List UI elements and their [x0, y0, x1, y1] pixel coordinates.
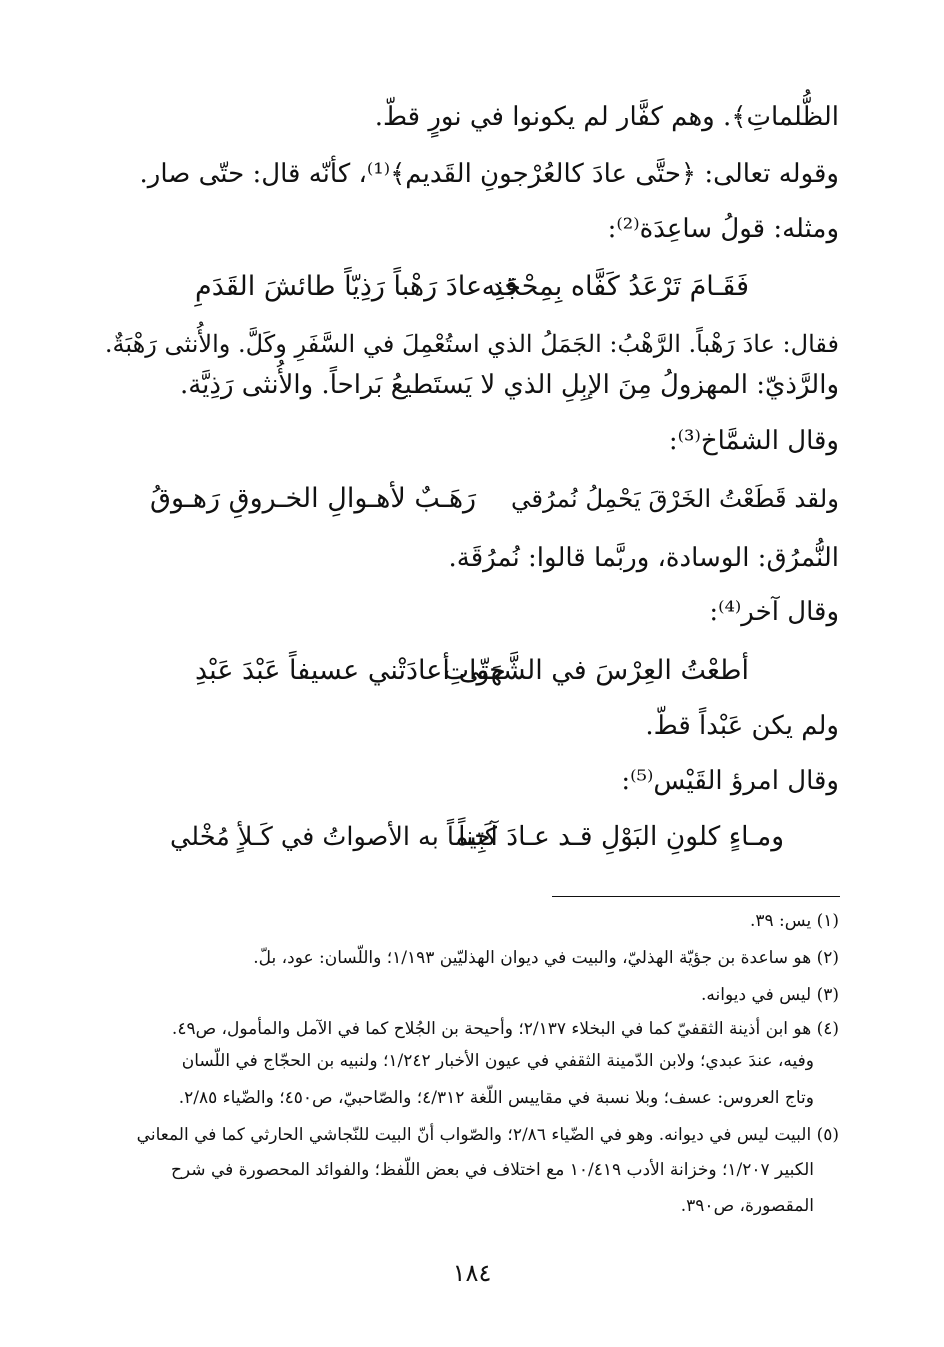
- verse-1-second-hemistich: قد عادَ رَهْباً رَذِيّاً طائشَ القَدَمِ: [195, 271, 518, 302]
- verse-3-second-hemistich: حتّى أعادَتْني عسيفاً عَبْدَ عَبْدِ: [195, 655, 506, 686]
- verse-2-second-hemistich: رَهَـبٌ لأهـوالِ الخـروقِ رَهـوقُ: [150, 483, 477, 514]
- page-number: ١٨٤: [452, 1259, 492, 1287]
- verse-4-first-hemistich: ومـاءٍ كلونِ البَوْلِ قـد عـادَ آجِناً: [458, 821, 784, 852]
- text-line-5: والرَّذيّ: المهزولُ مِنَ الإبِلِ الذي لا يَستَطيعُ بَراحاً. والأُنثى رَذِيَّة.: [179, 370, 839, 400]
- text-line-4: فقال: عادَ رَهْباً. الرَّهْبُ: الجَمَلُ الذي استُعْمِلَ في السَّفَرِ وكَلَّ. والأُنثى رَهْبَةٌ.: [104, 330, 839, 358]
- verse-1-first-hemistich: فَقَـامَ تَرْعَدُ كَفَّاه بِمِحْجَنِه: [481, 271, 749, 302]
- footnote-5-cont-1: الكبير ١/٢٠٧؛ وخزانة الأدب ١٠/٤١٩ مع اختلاف في بعض اللّفظ؛ والفوائد المحصورة في شرح: [170, 1160, 814, 1180]
- footnote-3: (٣) ليس في ديوانه.: [701, 985, 839, 1005]
- text-line-6: وقال الشمَّاخ⁽³⁾:: [668, 426, 839, 456]
- text-line-2: وقوله تعالى: ﴿حتَّى عادَ كالعُرْجونِ القَديم﴾⁽¹⁾، كأنّه قال: حتّى صار.: [139, 159, 839, 189]
- verse-3-first-hemistich: أطعْتُ العِرْسَ في الشَّهَواتِ: [443, 655, 749, 686]
- footnote-5: (٥) البيت ليس في ديوانه. وهو في الضّياء ٢/٨٦؛ والصّواب أنّ البيت للنّجاشي الحارثي كما في المعاني: [136, 1125, 839, 1145]
- verse-2-first-hemistich: ولقد قَطَعْتُ الخَرْقَ يَحْمِلُ نُمرُقي: [511, 484, 839, 513]
- text-line-1: الظُّلماتِ﴾. وهم كفَّار لم يكونوا في نورٍ قطّ.: [374, 102, 839, 132]
- footnote-1: (١) يس: ٣٩.: [749, 911, 839, 931]
- footnote-4-cont-2: وتاج العروس: عسف؛ وبلا نسبة في مقاييس اللّغة ٤/٣١٢؛ والصّاحبيّ، ص٤٥٠؛ والضّياء ٢/٨٥.: [178, 1088, 814, 1108]
- text-line-3: ومثله: قولُ ساعِدَة⁽²⁾:: [607, 214, 839, 244]
- verse-4-second-hemistich: كَتيماً به الأصواتُ في كَـلأٍ مُخْلي: [170, 822, 497, 852]
- footnote-2: (٢) هو ساعدة بن جؤيّة الهذليّ، والبيت في ديوان الهذليّين ١/١٩٣؛ واللّسان: عود، بلّ.: [253, 948, 839, 968]
- footnote-5-cont-2: المقصورة، ص٣٩٠.: [680, 1196, 814, 1216]
- footnote-4: (٤) هو ابن أذينة الثقفيّ كما في البخلاء ٢/١٣٧؛ وأحيحة بن الجُلاح كما في الآمل والمأمول، ص٤٩.: [171, 1019, 839, 1039]
- text-line-10: وقال امرؤ القَيْس⁽⁵⁾:: [621, 766, 839, 796]
- footnote-4-cont-1: وفيه، عندَ عبدي؛ ولابن الدّمينة الثقفي في عيون الأخبار ١/٢٤٢؛ ولنبيه بن الحجّاج في اللّسان: [181, 1051, 814, 1071]
- text-line-9: ولم يكن عَبْداً قطّ.: [645, 711, 839, 741]
- text-line-7: النُّمرُق: الوسادة، وربَّما قالوا: نُمرُقَة.: [448, 543, 839, 573]
- footnote-separator: [552, 896, 840, 897]
- text-line-8: وقال آخر⁽⁴⁾:: [709, 597, 839, 627]
